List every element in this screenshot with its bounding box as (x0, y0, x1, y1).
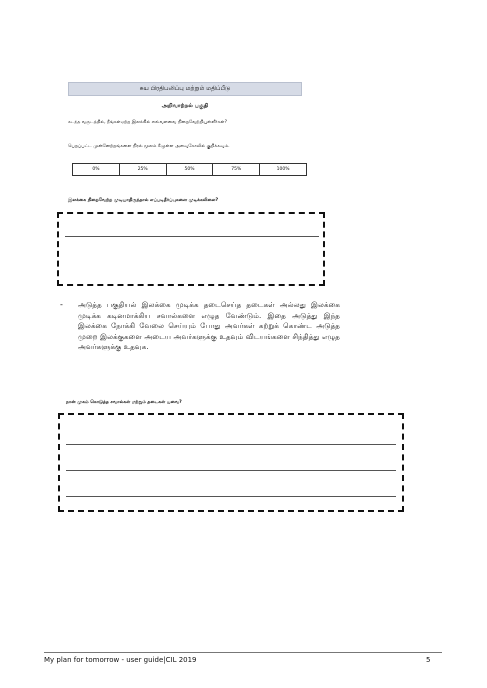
section-subtitle: அறிவாற்றல் பகுதி (161, 103, 209, 109)
page-number: 5 (426, 656, 431, 664)
answer-line (65, 236, 319, 237)
question-1: கடந்த வருடத்தில், நீங்கள்ஏற்ற இலக்கில் எவ்வளவை நிறைவேற்றியுள்ளீர்கள்? (68, 120, 227, 125)
answer-line (66, 444, 396, 445)
footer-text: My plan for tomorrow - user guide|CIL 2019 (44, 656, 197, 664)
scale-cell-75: 75% (213, 164, 260, 175)
instruction-text: பெறப்பட்ட முன்னேற்றங்களை நிரல் மூலம் கீழுள்ள அளவுகோலில் குறிக்கவும். (68, 144, 230, 149)
instruction-paragraph: அடுத்த பகுதியல் இலக்கை முடிக்க தடைசெய்த தடைகள் அல்லது இலக்கை முடிக்க கடினமாக்கிய சவால்களை எழுத வேண்டும். இதை அடுத்து இந்த இலக்கை நோக்கி வேலை செய்யும் போது அவர்கள் கற்றுக் கொண்ட அடுத்த முறை இலக்குகளை அடைய அவர்களுக்கு உதவும் விடயங்களை சிந்தித்து எழுத அவர்களுக்கு உதவுக. (78, 300, 340, 351)
scale-cell-50: 50% (167, 164, 214, 175)
scale-cell-100: 100% (276, 167, 290, 172)
answer-line (66, 496, 396, 497)
question-2: இலக்கை நிறைவேற்ற முடியாதிருந்தால் எப்படிதீர்ப்புகளை முடிக்கலிலை? (68, 198, 219, 203)
scale-cell-0: 0% (73, 164, 120, 175)
footer-rule (44, 652, 442, 653)
progress-scale (72, 163, 307, 176)
answer-box-1 (57, 212, 325, 286)
answer-line (66, 470, 396, 471)
question-3: நான் முகம் கொடுத்த சவால்கள் மற்றும் தடைகள் யவை? (66, 400, 182, 405)
scale-cell-25: 25% (120, 164, 167, 175)
section-banner: சுய பிரதிபலிப்பு மற்றும் மதிப்பீடு (68, 82, 302, 96)
answer-box-2 (58, 413, 404, 512)
bullet-dash: - (60, 300, 63, 309)
